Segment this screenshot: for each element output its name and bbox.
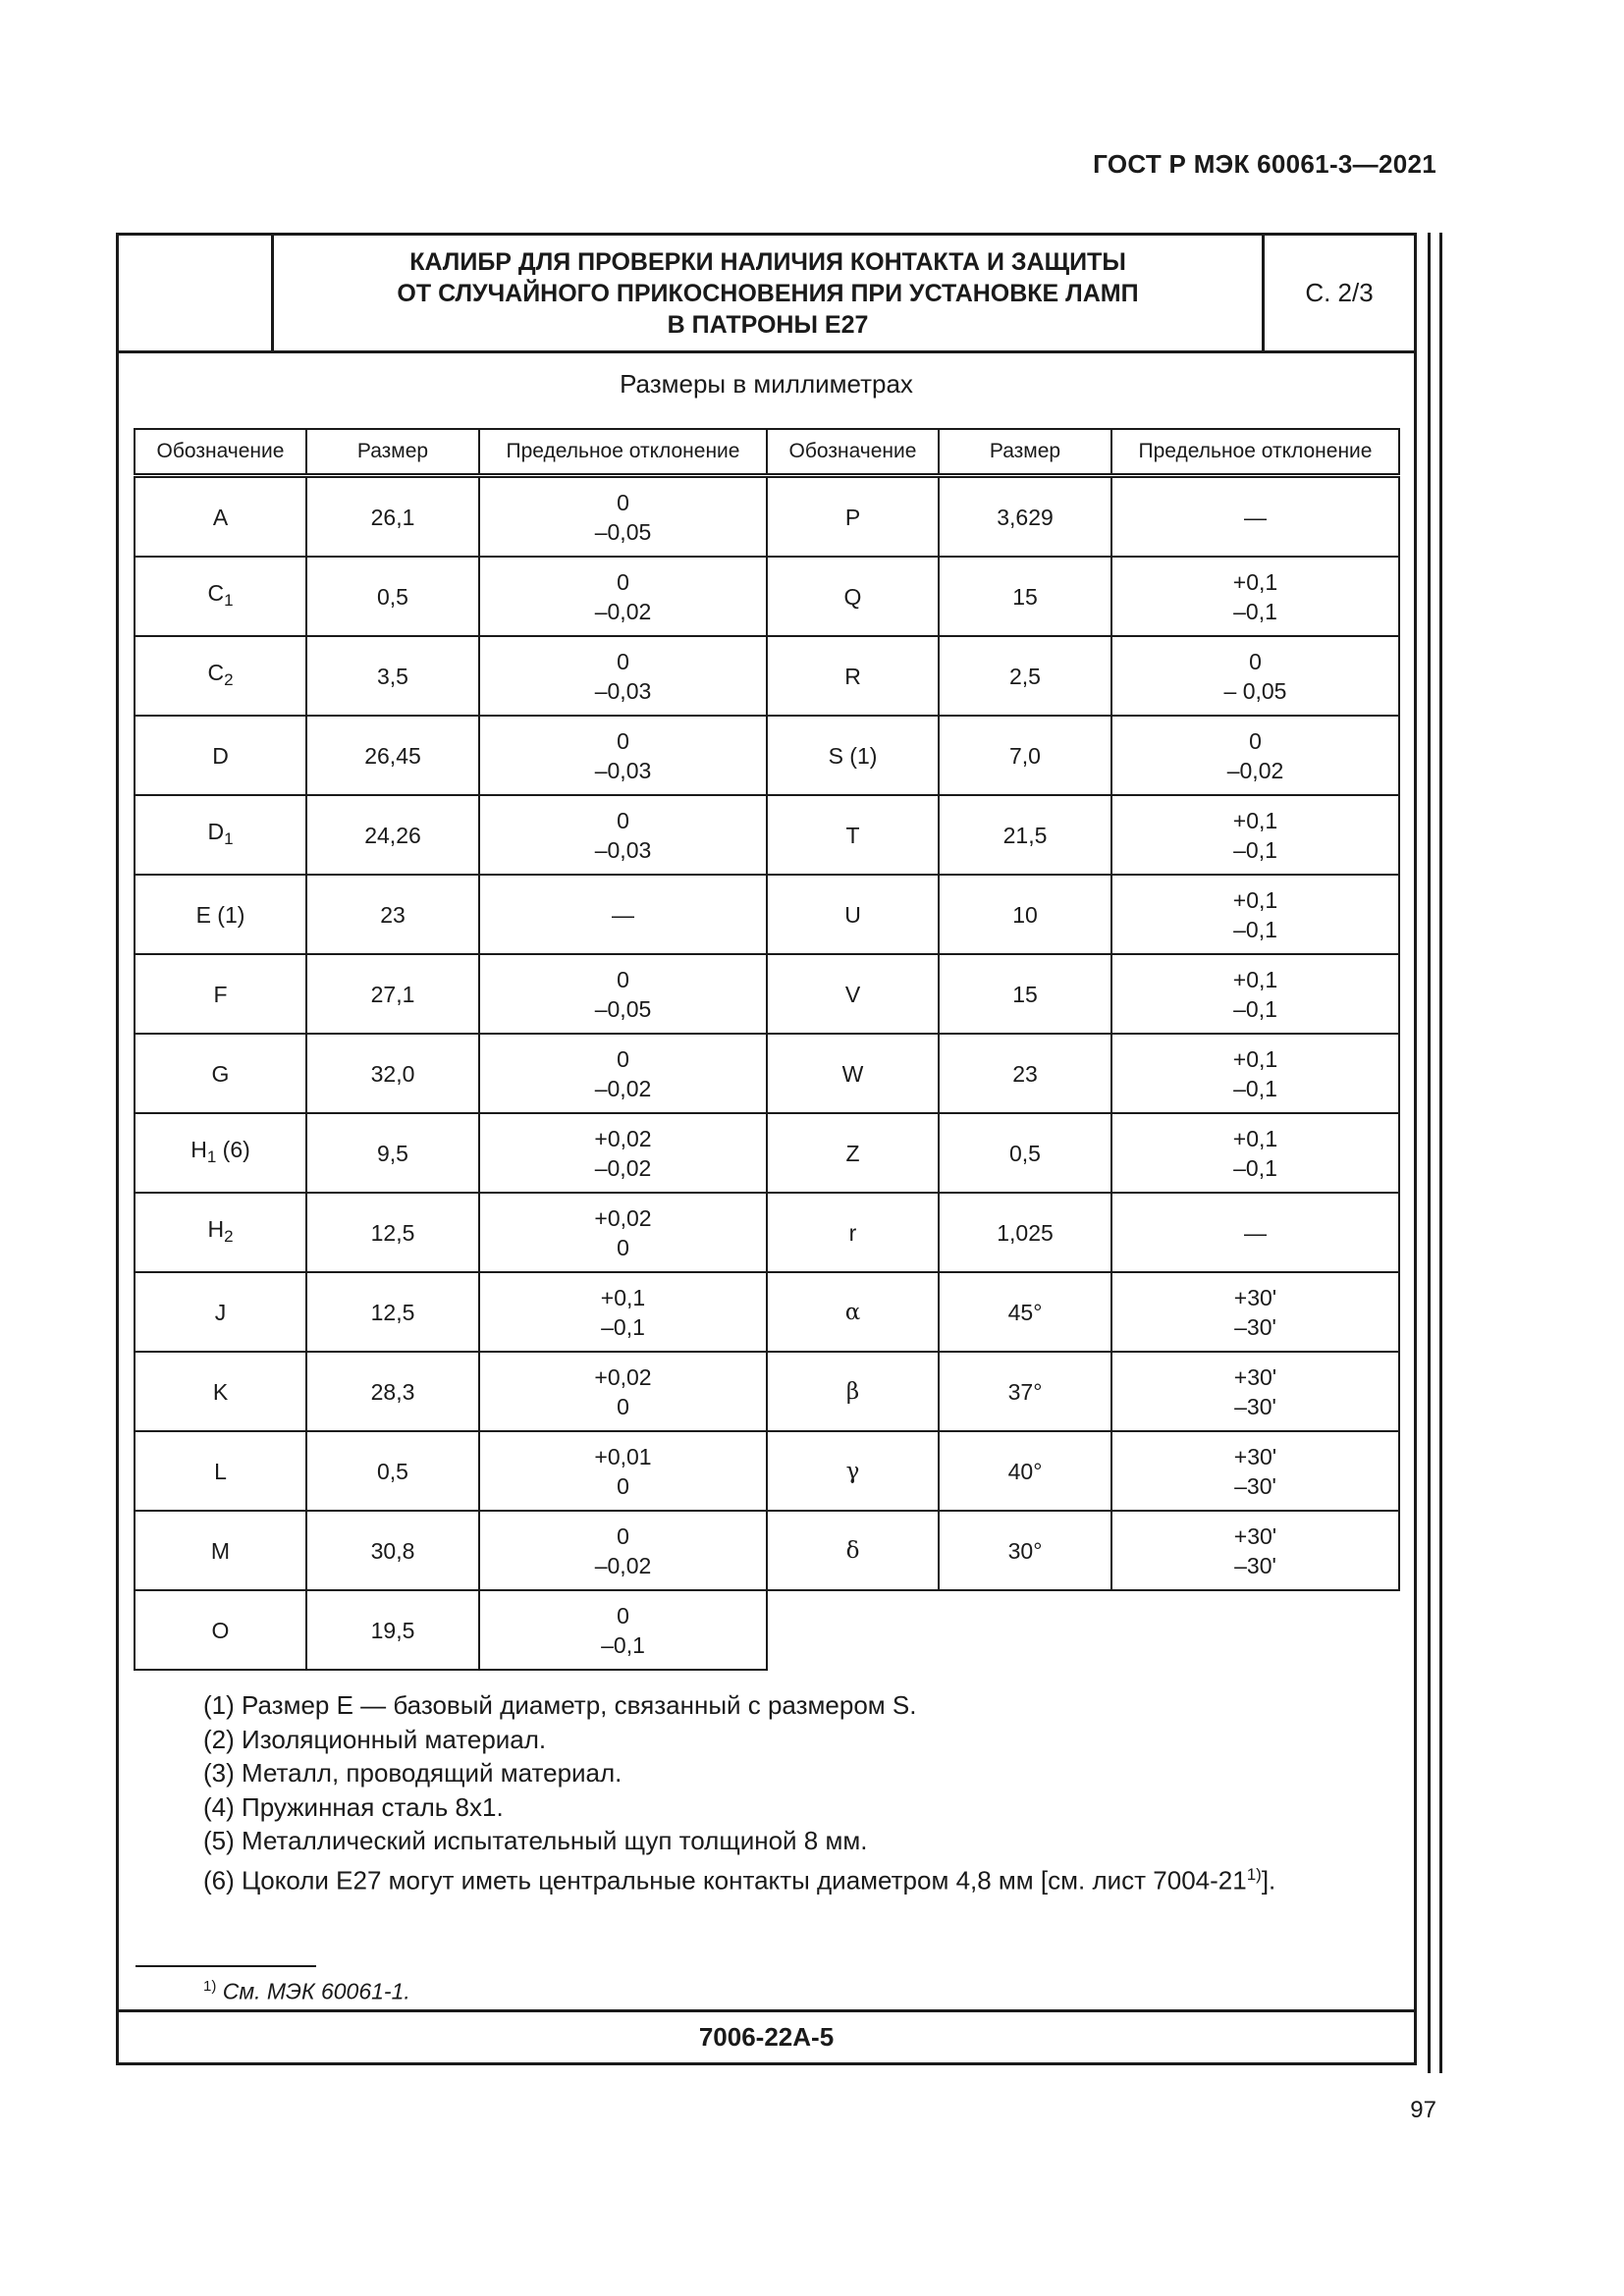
tolerance-lower: – 0,05 bbox=[1223, 677, 1287, 704]
designation-cell bbox=[135, 557, 306, 636]
table-row bbox=[135, 1034, 767, 1113]
tolerance-upper: — bbox=[1244, 1219, 1267, 1246]
designation-symbol: W bbox=[841, 1060, 864, 1087]
dimensions-table-right-body bbox=[767, 476, 1399, 1591]
size-cell: 37° bbox=[939, 1352, 1111, 1431]
size-cell: 12,5 bbox=[306, 1272, 479, 1352]
size-cell: 23 bbox=[939, 1034, 1111, 1113]
tolerance-cell bbox=[479, 1511, 767, 1590]
table-row bbox=[135, 1511, 767, 1590]
table-row bbox=[135, 1193, 767, 1272]
table-row bbox=[135, 954, 767, 1034]
tolerance-cell bbox=[1111, 954, 1399, 1034]
note-item: (1) Размер E — базовый диаметр, связанный с размером S. bbox=[203, 1690, 917, 1720]
designation-cell bbox=[767, 1113, 939, 1193]
size-cell: 3,5 bbox=[306, 636, 479, 716]
table-row bbox=[767, 476, 1399, 558]
designation-cell bbox=[135, 636, 306, 716]
tolerance-lower: –30' bbox=[1234, 1552, 1276, 1578]
designation-symbol: Z bbox=[845, 1140, 860, 1166]
dimensions-table-right bbox=[766, 428, 1400, 1591]
designation-symbol: r bbox=[848, 1219, 857, 1246]
tolerance-lower: –0,02 bbox=[594, 1552, 652, 1578]
tolerance-upper: 0 bbox=[617, 1045, 629, 1072]
frame-double-rule-1 bbox=[1428, 233, 1431, 2073]
size-cell: 12,5 bbox=[306, 1193, 479, 1272]
notes-list bbox=[203, 1688, 1275, 1897]
tolerance-upper: +30' bbox=[1233, 1443, 1277, 1469]
table-row bbox=[135, 476, 767, 558]
note-6-tail: ]. bbox=[1261, 1865, 1276, 1896]
size-cell: 23 bbox=[306, 875, 479, 954]
tolerance-lower: –30' bbox=[1234, 1393, 1276, 1419]
designation-symbol: C bbox=[207, 579, 225, 606]
tolerance-upper: +0,1 bbox=[1232, 1125, 1278, 1151]
designation-subscript: 2 bbox=[224, 669, 234, 689]
designation-symbol: J bbox=[214, 1299, 227, 1325]
designation-symbol: M bbox=[210, 1537, 231, 1564]
sheet-header bbox=[119, 236, 1414, 353]
size-cell: 1,025 bbox=[939, 1193, 1111, 1272]
designation-symbol: G bbox=[211, 1060, 230, 1087]
size-cell: 0,5 bbox=[306, 557, 479, 636]
column-header-tolerance: Предельное отклонение bbox=[479, 429, 767, 476]
designation-note-ref: (6) bbox=[216, 1136, 250, 1162]
sheet-id: 7006-22A-5 bbox=[119, 2009, 1414, 2062]
tolerance-lower: –0,1 bbox=[1233, 1154, 1277, 1181]
table-row bbox=[767, 1352, 1399, 1431]
designation-symbol: P bbox=[844, 504, 861, 530]
tolerance-cell bbox=[1111, 1431, 1399, 1511]
tolerance-cell bbox=[479, 476, 767, 558]
tolerance-upper: +0,02 bbox=[594, 1363, 652, 1390]
tolerance-upper: +0,02 bbox=[594, 1125, 652, 1151]
designation-cell bbox=[135, 1352, 306, 1431]
table-row bbox=[135, 636, 767, 716]
tolerance-cell bbox=[479, 1034, 767, 1113]
column-header-size: Размер bbox=[306, 429, 479, 476]
table-row bbox=[135, 557, 767, 636]
tolerance-lower: –0,1 bbox=[1233, 995, 1277, 1022]
frame-double-rule-2 bbox=[1439, 233, 1442, 2073]
table-row bbox=[767, 954, 1399, 1034]
tolerance-cell bbox=[1111, 716, 1399, 795]
tolerance-cell bbox=[479, 1590, 767, 1670]
designation-symbol: H bbox=[190, 1136, 207, 1162]
size-cell: 40° bbox=[939, 1431, 1111, 1511]
table-row bbox=[135, 716, 767, 795]
tolerance-upper: +0,1 bbox=[1232, 807, 1278, 833]
tolerance-lower: –0,1 bbox=[601, 1631, 645, 1658]
table-header-row bbox=[135, 429, 767, 476]
footnote bbox=[203, 1978, 410, 2005]
note-item: (5) Металлический испытательный щуп толщиной 8 мм. bbox=[203, 1826, 868, 1855]
table-row bbox=[767, 1431, 1399, 1511]
size-cell: 15 bbox=[939, 954, 1111, 1034]
dimensions-table-left-body bbox=[135, 476, 767, 1671]
tolerance-upper: +30' bbox=[1233, 1522, 1277, 1549]
size-cell: 0,5 bbox=[939, 1113, 1111, 1193]
tolerance-upper: 0 bbox=[617, 489, 629, 515]
size-cell: 15 bbox=[939, 557, 1111, 636]
header-blank-cell bbox=[119, 236, 274, 350]
table-row bbox=[767, 795, 1399, 875]
tolerance-upper: 0 bbox=[617, 1602, 629, 1629]
tolerance-upper: +0,1 bbox=[1232, 886, 1278, 913]
tolerance-lower: –0,05 bbox=[594, 995, 652, 1022]
designation-subscript: 2 bbox=[224, 1226, 234, 1246]
note-item: (4) Пружинная сталь 8x1. bbox=[203, 1791, 504, 1822]
sheet-number: С. 2/3 bbox=[1305, 278, 1374, 307]
size-cell: 45° bbox=[939, 1272, 1111, 1352]
table-row bbox=[135, 1272, 767, 1352]
size-cell: 9,5 bbox=[306, 1113, 479, 1193]
dimensions-table-left bbox=[134, 428, 768, 1671]
tolerance-lower: –0,1 bbox=[1233, 598, 1277, 624]
size-cell: 2,5 bbox=[939, 636, 1111, 716]
designation-cell bbox=[767, 476, 939, 558]
tolerance-upper: 0 bbox=[617, 807, 629, 833]
tolerance-cell bbox=[1111, 476, 1399, 558]
designation-cell bbox=[135, 716, 306, 795]
designation-symbol: γ bbox=[845, 1459, 860, 1484]
tolerance-upper: +0,1 bbox=[600, 1284, 646, 1310]
tolerance-upper: — bbox=[612, 901, 634, 928]
tolerance-lower: –0,02 bbox=[594, 1075, 652, 1101]
tolerance-cell bbox=[479, 1431, 767, 1511]
size-cell: 30° bbox=[939, 1511, 1111, 1590]
tolerance-lower: –0,03 bbox=[594, 677, 652, 704]
size-cell: 0,5 bbox=[306, 1431, 479, 1511]
designation-cell bbox=[135, 1511, 306, 1590]
designation-cell bbox=[135, 1272, 306, 1352]
size-cell: 7,0 bbox=[939, 716, 1111, 795]
tolerance-cell bbox=[479, 954, 767, 1034]
size-cell: 24,26 bbox=[306, 795, 479, 875]
tolerance-lower: –0,1 bbox=[1233, 916, 1277, 942]
table-row bbox=[135, 1352, 767, 1431]
tolerance-cell bbox=[479, 795, 767, 875]
units-caption: Размеры в миллиметрах bbox=[620, 369, 913, 399]
tolerance-cell bbox=[1111, 1511, 1399, 1590]
tolerance-cell bbox=[479, 1193, 767, 1272]
designation-symbol: D bbox=[207, 818, 225, 844]
tolerance-lower: 0 bbox=[617, 1234, 629, 1260]
designation-symbol: D bbox=[212, 742, 229, 769]
designation-cell bbox=[767, 875, 939, 954]
title-line-1: КАЛИБР ДЛЯ ПРОВЕРКИ НАЛИЧИЯ КОНТАКТА И ЗАЩИТЫ bbox=[409, 247, 1126, 276]
table-row bbox=[767, 1511, 1399, 1590]
size-cell: 27,1 bbox=[306, 954, 479, 1034]
note-6-text: (6) Цоколи E27 могут иметь центральные контакты диаметром 4,8 мм [см. лист 7004-21 bbox=[203, 1865, 1247, 1896]
title-line-2: ОТ СЛУЧАЙНОГО ПРИКОСНОВЕНИЯ ПРИ УСТАНОВКЕ ЛАМП bbox=[397, 279, 1139, 307]
designation-cell bbox=[767, 1034, 939, 1113]
tolerance-cell bbox=[479, 1113, 767, 1193]
tolerance-upper: 0 bbox=[617, 648, 629, 674]
designation-symbol: α bbox=[844, 1300, 861, 1325]
table-row bbox=[767, 1034, 1399, 1113]
tolerance-upper: +0,1 bbox=[1232, 966, 1278, 992]
tolerance-lower: –30' bbox=[1234, 1313, 1276, 1340]
tolerance-cell bbox=[1111, 1034, 1399, 1113]
table-row bbox=[767, 1113, 1399, 1193]
note-item: (3) Металл, проводящий материал. bbox=[203, 1758, 623, 1788]
tolerance-cell bbox=[479, 1352, 767, 1431]
sheet-title bbox=[274, 236, 1265, 350]
designation-symbol: U bbox=[844, 901, 861, 928]
designation-symbol: V bbox=[844, 981, 861, 1007]
footnote-rule bbox=[135, 1965, 316, 1967]
tolerance-cell bbox=[1111, 1352, 1399, 1431]
column-header-size: Размер bbox=[939, 429, 1111, 476]
table-row bbox=[135, 875, 767, 954]
tolerance-lower: 0 bbox=[617, 1393, 629, 1419]
size-cell: 19,5 bbox=[306, 1590, 479, 1670]
designation-symbol: O bbox=[211, 1617, 230, 1643]
designation-cell bbox=[135, 954, 306, 1034]
tolerance-lower: –0,1 bbox=[601, 1313, 645, 1340]
table-row bbox=[135, 1431, 767, 1511]
designation-symbol: R bbox=[844, 663, 861, 689]
standard-code: ГОСТ Р МЭК 60061-3—2021 bbox=[1093, 149, 1436, 179]
designation-symbol: H bbox=[207, 1215, 225, 1242]
size-cell: 21,5 bbox=[939, 795, 1111, 875]
designation-cell bbox=[135, 1431, 306, 1511]
designation-cell bbox=[767, 1352, 939, 1431]
tolerance-upper: 0 bbox=[1249, 648, 1262, 674]
designation-symbol: F bbox=[213, 981, 228, 1007]
designation-symbol: K bbox=[212, 1378, 229, 1405]
tolerance-lower: –0,02 bbox=[594, 1154, 652, 1181]
table-row bbox=[767, 636, 1399, 716]
footnote-reference: 1) bbox=[1246, 1864, 1262, 1884]
designation-symbol: β bbox=[845, 1379, 860, 1405]
designation-cell bbox=[135, 795, 306, 875]
page-number: 97 bbox=[1410, 2097, 1436, 2123]
tolerance-cell bbox=[479, 1272, 767, 1352]
table-row bbox=[767, 875, 1399, 954]
designation-symbol: A bbox=[212, 504, 229, 530]
tolerance-cell bbox=[1111, 1193, 1399, 1272]
designation-symbol: S (1) bbox=[828, 742, 878, 769]
designation-cell bbox=[767, 1431, 939, 1511]
tolerance-upper: 0 bbox=[617, 568, 629, 595]
note-item: (2) Изоляционный материал. bbox=[203, 1724, 547, 1754]
tolerance-lower: –0,1 bbox=[1233, 836, 1277, 863]
designation-cell bbox=[767, 1272, 939, 1352]
designation-cell bbox=[767, 795, 939, 875]
designation-cell bbox=[135, 1034, 306, 1113]
tolerance-cell bbox=[1111, 795, 1399, 875]
designation-cell bbox=[767, 954, 939, 1034]
title-line-3: В ПАТРОНЫ E27 bbox=[667, 310, 869, 339]
sheet-frame bbox=[116, 233, 1417, 2065]
size-cell: 3,629 bbox=[939, 476, 1111, 558]
tolerance-lower: –0,1 bbox=[1233, 1075, 1277, 1101]
designation-cell bbox=[135, 476, 306, 558]
table-row bbox=[135, 1590, 767, 1670]
column-header-designation: Обозначение bbox=[135, 429, 306, 476]
tolerance-lower: 0 bbox=[617, 1472, 629, 1499]
footnote-marker: 1) bbox=[203, 1978, 217, 1995]
tolerance-cell bbox=[1111, 875, 1399, 954]
designation-symbol: E (1) bbox=[195, 901, 245, 928]
designation-symbol: Q bbox=[843, 583, 862, 610]
designation-symbol: T bbox=[845, 822, 860, 848]
tolerance-lower: –0,02 bbox=[594, 598, 652, 624]
designation-cell bbox=[767, 716, 939, 795]
designation-symbol: C bbox=[207, 659, 225, 685]
tolerance-upper: +0,1 bbox=[1232, 568, 1278, 595]
designation-cell bbox=[135, 875, 306, 954]
footnote-text: См. МЭК 60061-1. bbox=[222, 1978, 410, 2004]
designation-cell bbox=[767, 1193, 939, 1272]
table-row bbox=[767, 1193, 1399, 1272]
tolerance-upper: 0 bbox=[617, 1522, 629, 1549]
tolerance-cell bbox=[1111, 557, 1399, 636]
tolerance-upper: 0 bbox=[1249, 727, 1262, 754]
tolerance-upper: +0,1 bbox=[1232, 1045, 1278, 1072]
size-cell: 30,8 bbox=[306, 1511, 479, 1590]
designation-cell bbox=[135, 1113, 306, 1193]
designation-subscript: 1 bbox=[224, 828, 234, 848]
tolerance-lower: –0,02 bbox=[1226, 757, 1284, 783]
note-item-6 bbox=[203, 1858, 1275, 1897]
column-header-designation: Обозначение bbox=[767, 429, 939, 476]
designation-subscript: 1 bbox=[224, 590, 234, 610]
tolerance-lower: –0,05 bbox=[594, 518, 652, 545]
tolerance-cell bbox=[479, 716, 767, 795]
size-cell: 28,3 bbox=[306, 1352, 479, 1431]
tolerance-cell bbox=[479, 875, 767, 954]
tolerance-lower: –0,03 bbox=[594, 836, 652, 863]
size-cell: 26,45 bbox=[306, 716, 479, 795]
designation-symbol: δ bbox=[845, 1538, 860, 1564]
tolerance-upper: +30' bbox=[1233, 1363, 1277, 1390]
tolerance-cell bbox=[1111, 1113, 1399, 1193]
table-row bbox=[135, 1113, 767, 1193]
tolerance-upper: +30' bbox=[1233, 1284, 1277, 1310]
table-header-row bbox=[767, 429, 1399, 476]
tolerance-cell bbox=[479, 557, 767, 636]
designation-symbol: L bbox=[214, 1458, 227, 1484]
designation-cell bbox=[767, 557, 939, 636]
tolerance-lower: –0,03 bbox=[594, 757, 652, 783]
size-cell: 26,1 bbox=[306, 476, 479, 558]
tolerance-cell bbox=[479, 636, 767, 716]
tolerance-upper: 0 bbox=[617, 966, 629, 992]
table-row bbox=[767, 557, 1399, 636]
designation-subscript: 1 bbox=[206, 1147, 217, 1166]
tolerance-cell bbox=[1111, 636, 1399, 716]
tolerance-upper: +0,01 bbox=[594, 1443, 652, 1469]
table-row bbox=[767, 1272, 1399, 1352]
size-cell: 32,0 bbox=[306, 1034, 479, 1113]
designation-cell bbox=[767, 636, 939, 716]
designation-cell bbox=[135, 1193, 306, 1272]
designation-cell bbox=[135, 1590, 306, 1670]
tolerance-cell bbox=[1111, 1272, 1399, 1352]
table-row bbox=[135, 795, 767, 875]
tolerance-upper: — bbox=[1244, 504, 1267, 530]
designation-cell bbox=[767, 1511, 939, 1590]
tolerance-upper: 0 bbox=[617, 727, 629, 754]
table-row bbox=[767, 716, 1399, 795]
column-header-tolerance: Предельное отклонение bbox=[1111, 429, 1399, 476]
size-cell: 10 bbox=[939, 875, 1111, 954]
tolerance-lower: –30' bbox=[1234, 1472, 1276, 1499]
tolerance-upper: +0,02 bbox=[594, 1204, 652, 1231]
